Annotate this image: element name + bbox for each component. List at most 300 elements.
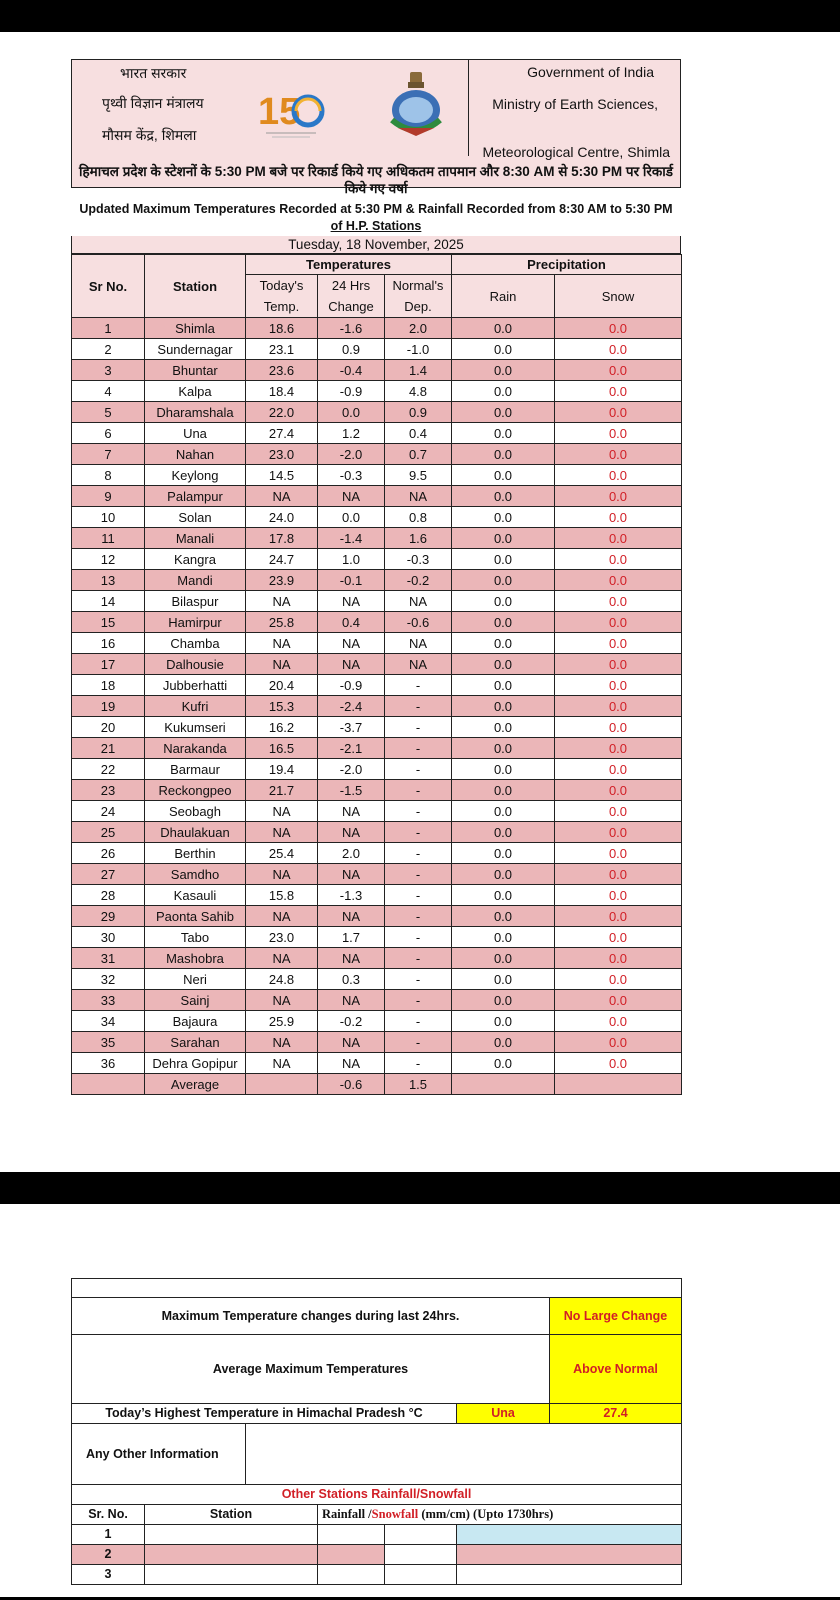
today-temp-cell: 23.6	[246, 360, 318, 381]
today-temp-cell: NA	[246, 654, 318, 675]
sr-cell: 34	[72, 1011, 145, 1032]
change-24h-cell: NA	[318, 801, 385, 822]
station-cell: Tabo	[145, 927, 246, 948]
sr-cell: 35	[72, 1032, 145, 1053]
station-cell: Chamba	[145, 633, 246, 654]
change-24h-cell: NA	[318, 864, 385, 885]
rain-cell: 0.0	[452, 927, 555, 948]
rain-cell: 0.0	[452, 759, 555, 780]
change-24h-cell: 0.3	[318, 969, 385, 990]
snow-cell: 0.0	[555, 864, 682, 885]
sr-cell: 4	[72, 381, 145, 402]
today-temp-cell: NA	[246, 1032, 318, 1053]
sr-cell: 12	[72, 549, 145, 570]
table-row	[72, 318, 682, 339]
col-header-temperatures: Temperatures	[246, 255, 452, 275]
snow-cell: 0.0	[555, 549, 682, 570]
other-rainfall-header	[318, 1505, 682, 1525]
sr-cell: 31	[72, 948, 145, 969]
table-row	[72, 759, 682, 780]
col-header-station: Station	[145, 255, 246, 318]
snow-cell: 0.0	[555, 423, 682, 444]
snow-cell: 0.0	[555, 927, 682, 948]
avg-label-cell: Average	[145, 1074, 246, 1095]
summary-top-row	[72, 1279, 682, 1298]
table-row	[72, 969, 682, 990]
normal-dep-cell: 1.4	[385, 360, 452, 381]
snow-cell: 0.0	[555, 738, 682, 759]
max-change-label: Maximum Temperature changes during last 24hrs.	[72, 1298, 550, 1335]
table-row	[72, 360, 682, 381]
today-temp-cell: 27.4	[246, 423, 318, 444]
rain-cell: 0.0	[452, 444, 555, 465]
avg-rain-cell	[452, 1074, 555, 1095]
col-header-normal: Normal's	[385, 275, 452, 297]
sr-cell: 2	[72, 339, 145, 360]
table-row	[72, 339, 682, 360]
col-header-sr: Sr No.	[72, 255, 145, 318]
table-row	[72, 948, 682, 969]
station-temperature-table	[71, 254, 682, 1095]
table-header-row	[72, 255, 682, 275]
rain-cell: 0.0	[452, 549, 555, 570]
normal-dep-cell: -	[385, 738, 452, 759]
col-header-change-2: Change	[318, 296, 385, 318]
today-temp-cell: 18.4	[246, 381, 318, 402]
rain-cell: 0.0	[452, 864, 555, 885]
normal-dep-cell: 2.0	[385, 318, 452, 339]
col-header-normal-2: Dep.	[385, 296, 452, 318]
snow-cell: 0.0	[555, 801, 682, 822]
today-temp-cell: 21.7	[246, 780, 318, 801]
sr-cell: 18	[72, 675, 145, 696]
average-row	[72, 1074, 682, 1095]
sr-cell: 5	[72, 402, 145, 423]
imd-emblem-icon	[384, 70, 448, 142]
other-stations-title-row	[72, 1485, 682, 1505]
summary-average-row	[72, 1335, 682, 1404]
station-cell: Seobagh	[145, 801, 246, 822]
today-temp-cell: 23.1	[246, 339, 318, 360]
today-temp-cell: 17.8	[246, 528, 318, 549]
change-24h-cell: -0.1	[318, 570, 385, 591]
rain-cell: 0.0	[452, 675, 555, 696]
change-24h-cell: -1.3	[318, 885, 385, 906]
snow-cell: 0.0	[555, 969, 682, 990]
snow-cell: 0.0	[555, 339, 682, 360]
sr-cell: 6	[72, 423, 145, 444]
change-24h-cell: -2.0	[318, 759, 385, 780]
today-temp-cell: 19.4	[246, 759, 318, 780]
today-temp-cell: 16.5	[246, 738, 318, 759]
normal-dep-cell: -	[385, 675, 452, 696]
station-cell: Jubberhatti	[145, 675, 246, 696]
rain-cell: 0.0	[452, 423, 555, 444]
summary-highest-row	[72, 1404, 682, 1424]
normal-dep-cell: -	[385, 885, 452, 906]
station-cell: Paonta Sahib	[145, 906, 246, 927]
rain-cell: 0.0	[452, 906, 555, 927]
normal-dep-cell: -	[385, 948, 452, 969]
today-temp-cell: 23.0	[246, 927, 318, 948]
sr-cell: 22	[72, 759, 145, 780]
sr-cell: 11	[72, 528, 145, 549]
sr-cell: 8	[72, 465, 145, 486]
today-temp-cell: NA	[246, 864, 318, 885]
today-temp-cell: 22.0	[246, 402, 318, 423]
normal-dep-cell: 1.6	[385, 528, 452, 549]
change-24h-cell: 0.0	[318, 402, 385, 423]
today-temp-cell: NA	[246, 486, 318, 507]
table-row	[72, 444, 682, 465]
rainfall-label: Rainfall /	[322, 1507, 372, 1521]
today-temp-cell: 23.9	[246, 570, 318, 591]
rain-cell: 0.0	[452, 696, 555, 717]
table-row	[72, 381, 682, 402]
station-cell: Berthin	[145, 843, 246, 864]
snow-cell: 0.0	[555, 570, 682, 591]
rain-cell: 0.0	[452, 318, 555, 339]
table-row	[72, 570, 682, 591]
rain-cell: 0.0	[452, 654, 555, 675]
station-cell: Sundernagar	[145, 339, 246, 360]
col-header-change: 24 Hrs	[318, 275, 385, 297]
summary-table	[71, 1278, 682, 1585]
other-sr: 3	[72, 1565, 145, 1585]
hindi-ministry-text: पृथ्वी विज्ञान मंत्रालय	[102, 95, 204, 111]
units-label: (mm/cm) (Upto 1730hrs)	[418, 1507, 554, 1521]
station-cell: Bhuntar	[145, 360, 246, 381]
change-24h-cell: 1.2	[318, 423, 385, 444]
normal-dep-cell: -0.6	[385, 612, 452, 633]
sr-cell: 27	[72, 864, 145, 885]
today-temp-cell: NA	[246, 906, 318, 927]
normal-dep-cell: NA	[385, 633, 452, 654]
snow-cell: 0.0	[555, 1011, 682, 1032]
rain-cell: 0.0	[452, 633, 555, 654]
table-row	[72, 507, 682, 528]
table-row	[72, 591, 682, 612]
table-row	[72, 654, 682, 675]
normal-dep-cell: -	[385, 696, 452, 717]
today-temp-cell: 24.7	[246, 549, 318, 570]
snow-cell: 0.0	[555, 948, 682, 969]
rain-cell: 0.0	[452, 843, 555, 864]
normal-dep-cell: 0.7	[385, 444, 452, 465]
snow-cell: 0.0	[555, 507, 682, 528]
table-row	[72, 822, 682, 843]
table-row	[72, 423, 682, 444]
other-station-row	[72, 1565, 682, 1585]
rain-cell: 0.0	[452, 612, 555, 633]
avg-snow-cell	[555, 1074, 682, 1095]
station-cell: Kufri	[145, 696, 246, 717]
change-24h-cell: -0.3	[318, 465, 385, 486]
normal-dep-cell: -0.2	[385, 570, 452, 591]
summary-max-change-row	[72, 1298, 682, 1335]
english-title-line2: of H.P. Stations	[330, 219, 422, 233]
normal-dep-cell: -	[385, 759, 452, 780]
normal-dep-cell: -	[385, 864, 452, 885]
today-temp-cell: 23.0	[246, 444, 318, 465]
change-24h-cell: -1.5	[318, 780, 385, 801]
sr-cell: 21	[72, 738, 145, 759]
station-cell: Kukumseri	[145, 717, 246, 738]
table-row	[72, 738, 682, 759]
other-sr-header: Sr. No.	[72, 1505, 145, 1525]
normal-dep-cell: -	[385, 843, 452, 864]
station-cell: Kasauli	[145, 885, 246, 906]
rain-cell: 0.0	[452, 1011, 555, 1032]
change-24h-cell: -2.1	[318, 738, 385, 759]
snow-cell: 0.0	[555, 990, 682, 1011]
rain-cell: 0.0	[452, 528, 555, 549]
station-cell: Hamirpur	[145, 612, 246, 633]
snow-cell: 0.0	[555, 654, 682, 675]
station-cell: Mashobra	[145, 948, 246, 969]
rain-cell: 0.0	[452, 1053, 555, 1074]
change-24h-cell: -2.0	[318, 444, 385, 465]
rain-cell: 0.0	[452, 570, 555, 591]
table-row	[72, 633, 682, 654]
rain-cell: 0.0	[452, 738, 555, 759]
snow-cell: 0.0	[555, 528, 682, 549]
snow-cell: 0.0	[555, 486, 682, 507]
english-govt-text: Government of India	[527, 64, 654, 80]
sr-cell: 10	[72, 507, 145, 528]
table-row	[72, 843, 682, 864]
rain-cell: 0.0	[452, 1032, 555, 1053]
sr-cell: 32	[72, 969, 145, 990]
change-24h-cell: NA	[318, 948, 385, 969]
normal-dep-cell: -	[385, 780, 452, 801]
header-divider	[468, 60, 469, 156]
other-station-row	[72, 1525, 682, 1545]
table-row	[72, 528, 682, 549]
station-cell: Dharamshala	[145, 402, 246, 423]
change-24h-cell: -1.6	[318, 318, 385, 339]
sr-cell: 23	[72, 780, 145, 801]
sr-cell: 24	[72, 801, 145, 822]
english-ministry-text: Ministry of Earth Sciences,	[492, 96, 658, 112]
summary-other-info-row	[72, 1424, 682, 1485]
max-change-value: No Large Change	[550, 1298, 682, 1335]
sr-cell: 28	[72, 885, 145, 906]
english-centre-text: Meteorological Centre, Shimla	[482, 144, 670, 160]
normal-dep-cell: -	[385, 717, 452, 738]
sr-cell: 29	[72, 906, 145, 927]
col-header-today: Today's	[246, 275, 318, 297]
normal-dep-cell: NA	[385, 654, 452, 675]
today-temp-cell: 24.8	[246, 969, 318, 990]
snow-cell: 0.0	[555, 360, 682, 381]
highest-temp-value: 27.4	[550, 1404, 682, 1424]
station-cell: Dehra Gopipur	[145, 1053, 246, 1074]
rain-cell: 0.0	[452, 969, 555, 990]
avg-sr-cell	[72, 1074, 145, 1095]
normal-dep-cell: 9.5	[385, 465, 452, 486]
sr-cell: 26	[72, 843, 145, 864]
station-cell: Bajaura	[145, 1011, 246, 1032]
other-station-header: Station	[145, 1505, 318, 1525]
rain-cell: 0.0	[452, 822, 555, 843]
highest-temp-station: Una	[457, 1404, 550, 1424]
report-date: Tuesday, 18 November, 2025	[71, 236, 681, 254]
sr-cell: 9	[72, 486, 145, 507]
snow-cell: 0.0	[555, 1053, 682, 1074]
today-temp-cell: 15.3	[246, 696, 318, 717]
station-cell: Solan	[145, 507, 246, 528]
avg-normal-cell: 1.5	[385, 1074, 452, 1095]
table-row	[72, 906, 682, 927]
today-temp-cell: 24.0	[246, 507, 318, 528]
table-row	[72, 1032, 682, 1053]
change-24h-cell: -1.4	[318, 528, 385, 549]
snow-cell: 0.0	[555, 318, 682, 339]
snow-cell: 0.0	[555, 465, 682, 486]
sr-cell: 7	[72, 444, 145, 465]
normal-dep-cell: 4.8	[385, 381, 452, 402]
other-info-value	[246, 1424, 682, 1485]
today-temp-cell: NA	[246, 990, 318, 1011]
change-24h-cell: -0.9	[318, 381, 385, 402]
avg-today-cell	[246, 1074, 318, 1095]
change-24h-cell: 2.0	[318, 843, 385, 864]
table-row	[72, 549, 682, 570]
today-temp-cell: NA	[246, 822, 318, 843]
normal-dep-cell: -0.3	[385, 549, 452, 570]
snow-cell: 0.0	[555, 675, 682, 696]
snow-cell: 0.0	[555, 444, 682, 465]
other-sr: 2	[72, 1545, 145, 1565]
table-row	[72, 864, 682, 885]
change-24h-cell: 1.0	[318, 549, 385, 570]
change-24h-cell: NA	[318, 633, 385, 654]
avg-change-cell: -0.6	[318, 1074, 385, 1095]
table-row	[72, 696, 682, 717]
today-temp-cell: NA	[246, 591, 318, 612]
today-temp-cell: 15.8	[246, 885, 318, 906]
rain-cell: 0.0	[452, 507, 555, 528]
station-cell: Dhaulakuan	[145, 822, 246, 843]
station-cell: Dalhousie	[145, 654, 246, 675]
top-black-bar	[0, 0, 840, 32]
avg-max-temp-value: Above Normal	[550, 1335, 682, 1404]
col-header-precipitation: Precipitation	[452, 255, 682, 275]
rain-cell: 0.0	[452, 801, 555, 822]
change-24h-cell: 0.9	[318, 339, 385, 360]
station-cell: Manali	[145, 528, 246, 549]
normal-dep-cell: -1.0	[385, 339, 452, 360]
sr-cell: 16	[72, 633, 145, 654]
normal-dep-cell: 0.9	[385, 402, 452, 423]
rain-cell: 0.0	[452, 780, 555, 801]
sr-cell: 25	[72, 822, 145, 843]
col-header-today-2: Temp.	[246, 296, 318, 318]
sr-cell: 30	[72, 927, 145, 948]
rain-cell: 0.0	[452, 339, 555, 360]
snow-cell: 0.0	[555, 1032, 682, 1053]
snow-cell: 0.0	[555, 696, 682, 717]
table-row	[72, 402, 682, 423]
other-info-label: Any Other Information	[72, 1424, 246, 1485]
change-24h-cell: -2.4	[318, 696, 385, 717]
station-cell: Mandi	[145, 570, 246, 591]
sr-cell: 19	[72, 696, 145, 717]
english-title-line1: Updated Maximum Temperatures Recorded at 5:30 PM & Rainfall Recorded from 8:30 AM to 5:30 PM	[79, 202, 673, 216]
table-row	[72, 486, 682, 507]
normal-dep-cell: -	[385, 1032, 452, 1053]
change-24h-cell: NA	[318, 591, 385, 612]
snow-cell: 0.0	[555, 633, 682, 654]
table-row	[72, 990, 682, 1011]
today-temp-cell: 14.5	[246, 465, 318, 486]
station-cell: Sainj	[145, 990, 246, 1011]
sr-cell: 20	[72, 717, 145, 738]
snow-cell: 0.0	[555, 822, 682, 843]
hindi-govt-text: भारत सरकार	[120, 65, 187, 81]
change-24h-cell: 0.0	[318, 507, 385, 528]
table-row	[72, 675, 682, 696]
normal-dep-cell: -	[385, 822, 452, 843]
snow-cell: 0.0	[555, 381, 682, 402]
station-cell: Narakanda	[145, 738, 246, 759]
snow-cell: 0.0	[555, 402, 682, 423]
rain-cell: 0.0	[452, 360, 555, 381]
logo-150-text: 15	[258, 91, 301, 133]
normal-dep-cell: NA	[385, 486, 452, 507]
change-24h-cell: -3.7	[318, 717, 385, 738]
today-temp-cell: 16.2	[246, 717, 318, 738]
table-row	[72, 780, 682, 801]
station-cell: Kangra	[145, 549, 246, 570]
change-24h-cell: -0.4	[318, 360, 385, 381]
snow-cell: 0.0	[555, 906, 682, 927]
normal-dep-cell: 0.8	[385, 507, 452, 528]
station-cell: Una	[145, 423, 246, 444]
rain-cell: 0.0	[452, 486, 555, 507]
today-temp-cell: 25.9	[246, 1011, 318, 1032]
change-24h-cell: NA	[318, 906, 385, 927]
other-station-row	[72, 1545, 682, 1565]
table-row	[72, 612, 682, 633]
today-temp-cell: 25.4	[246, 843, 318, 864]
rain-cell: 0.0	[452, 717, 555, 738]
snow-cell: 0.0	[555, 780, 682, 801]
station-cell: Kalpa	[145, 381, 246, 402]
snow-cell: 0.0	[555, 759, 682, 780]
sr-cell: 3	[72, 360, 145, 381]
station-cell: Barmaur	[145, 759, 246, 780]
today-temp-cell: NA	[246, 948, 318, 969]
snowfall-label: Snowfall	[371, 1507, 419, 1521]
sr-cell: 1	[72, 318, 145, 339]
table-row	[72, 927, 682, 948]
today-temp-cell: 20.4	[246, 675, 318, 696]
snow-cell: 0.0	[555, 843, 682, 864]
change-24h-cell: 1.7	[318, 927, 385, 948]
station-cell: Shimla	[145, 318, 246, 339]
other-stations-title: Other Stations Rainfall/Snowfall	[72, 1485, 682, 1505]
sr-cell: 13	[72, 570, 145, 591]
change-24h-cell: NA	[318, 990, 385, 1011]
middle-black-bar	[0, 1172, 840, 1204]
station-cell: Keylong	[145, 465, 246, 486]
rain-cell: 0.0	[452, 465, 555, 486]
col-header-snow: Snow	[555, 275, 682, 318]
normal-dep-cell: -	[385, 927, 452, 948]
sr-cell: 15	[72, 612, 145, 633]
